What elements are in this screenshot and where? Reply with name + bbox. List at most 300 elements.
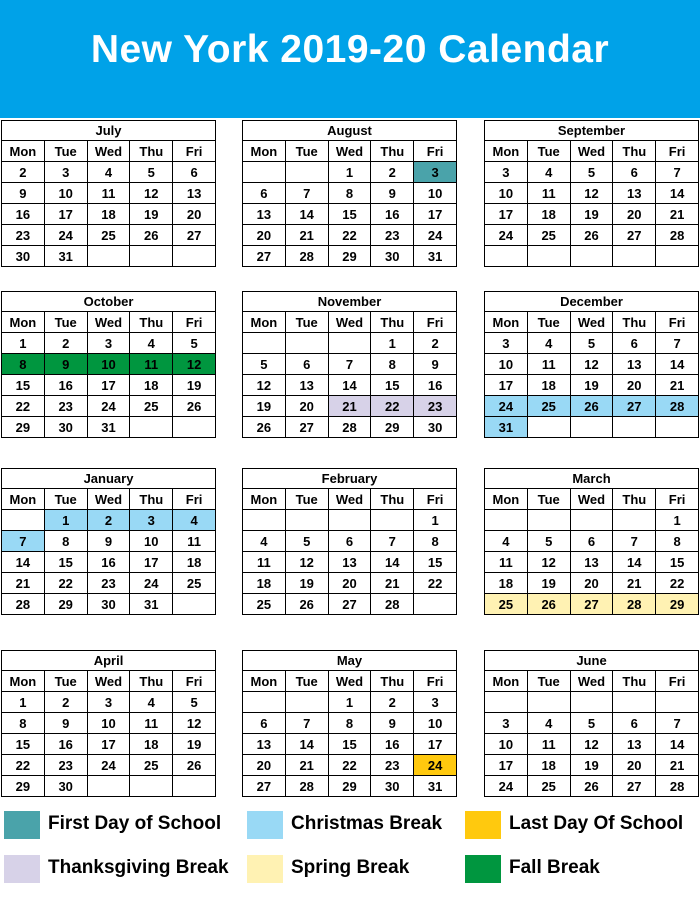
day-cell: 15 <box>2 734 45 755</box>
weekday-header: Mon <box>485 671 528 692</box>
month-september <box>484 120 699 267</box>
day-cell: 27 <box>328 594 371 615</box>
day-cell: 6 <box>613 162 656 183</box>
empty-cell <box>570 417 613 438</box>
day-cell: 27 <box>173 225 216 246</box>
day-cell: 20 <box>613 755 656 776</box>
day-cell: 21 <box>656 204 699 225</box>
weekday-header: Thu <box>130 489 173 510</box>
day-cell: 7 <box>656 713 699 734</box>
day-cell: 30 <box>44 776 87 797</box>
day-cell: 9 <box>414 354 457 375</box>
day-cell: 8 <box>656 531 699 552</box>
day-cell: 4 <box>130 333 173 354</box>
weekday-header: Thu <box>613 671 656 692</box>
weekday-header: Fri <box>173 312 216 333</box>
week-row <box>2 162 216 183</box>
week-row <box>2 375 216 396</box>
day-cell: 11 <box>173 531 216 552</box>
week-row <box>2 396 216 417</box>
week-row <box>2 552 216 573</box>
legend-swatch <box>247 811 283 839</box>
weekday-header: Tue <box>527 312 570 333</box>
week-row <box>485 713 699 734</box>
empty-cell <box>414 594 457 615</box>
day-cell: 28 <box>656 225 699 246</box>
day-cell: 27 <box>243 246 286 267</box>
day-cell: 12 <box>570 354 613 375</box>
day-cell-spring: 25 <box>485 594 528 615</box>
day-cell-first-day: 3 <box>414 162 457 183</box>
day-cell: 7 <box>328 354 371 375</box>
day-cell: 2 <box>414 333 457 354</box>
day-cell: 17 <box>87 375 130 396</box>
week-row <box>2 204 216 225</box>
week-row <box>485 692 699 713</box>
weekday-header: Wed <box>87 141 130 162</box>
month-name: August <box>243 121 457 141</box>
week-row <box>2 713 216 734</box>
day-cell-spring: 26 <box>527 594 570 615</box>
empty-cell <box>87 776 130 797</box>
empty-cell <box>130 776 173 797</box>
month-november <box>242 291 457 438</box>
page-title: New York 2019-20 Calendar <box>90 28 610 71</box>
weekday-header: Mon <box>485 312 528 333</box>
day-cell: 8 <box>44 531 87 552</box>
week-row <box>243 692 457 713</box>
day-cell: 29 <box>328 246 371 267</box>
day-cell: 20 <box>613 375 656 396</box>
week-row <box>485 225 699 246</box>
legend-swatch <box>465 855 501 883</box>
weekday-header: Wed <box>87 489 130 510</box>
day-cell: 5 <box>243 354 286 375</box>
day-cell: 8 <box>371 354 414 375</box>
day-cell: 22 <box>328 225 371 246</box>
day-cell: 6 <box>328 531 371 552</box>
day-cell: 29 <box>328 776 371 797</box>
day-cell: 29 <box>44 594 87 615</box>
day-cell-fall: 10 <box>87 354 130 375</box>
day-cell-fall: 9 <box>44 354 87 375</box>
day-cell: 21 <box>656 375 699 396</box>
day-cell: 9 <box>87 531 130 552</box>
day-cell: 20 <box>173 204 216 225</box>
day-cell: 10 <box>130 531 173 552</box>
empty-cell <box>173 417 216 438</box>
week-row <box>485 552 699 573</box>
day-cell: 20 <box>613 204 656 225</box>
day-cell: 6 <box>613 713 656 734</box>
day-cell: 11 <box>527 734 570 755</box>
day-cell: 23 <box>371 225 414 246</box>
day-cell: 15 <box>44 552 87 573</box>
empty-cell <box>613 692 656 713</box>
day-cell: 28 <box>656 776 699 797</box>
day-cell: 30 <box>371 776 414 797</box>
week-row <box>243 375 457 396</box>
month-name: March <box>485 469 699 489</box>
month-december <box>484 291 699 438</box>
weekday-header: Wed <box>87 671 130 692</box>
day-cell: 19 <box>173 734 216 755</box>
week-row <box>243 510 457 531</box>
day-cell: 16 <box>414 375 457 396</box>
weekday-header: Tue <box>285 141 328 162</box>
day-cell: 1 <box>656 510 699 531</box>
day-cell: 13 <box>613 183 656 204</box>
empty-cell <box>285 692 328 713</box>
weekday-header: Mon <box>243 141 286 162</box>
day-cell: 2 <box>2 162 45 183</box>
empty-cell <box>527 246 570 267</box>
month-january <box>1 468 216 615</box>
legend-swatch <box>4 855 40 883</box>
day-cell: 28 <box>2 594 45 615</box>
day-cell: 17 <box>485 375 528 396</box>
day-cell: 15 <box>328 734 371 755</box>
week-row <box>2 531 216 552</box>
day-cell: 29 <box>2 417 45 438</box>
day-cell: 6 <box>243 713 286 734</box>
day-cell: 19 <box>243 396 286 417</box>
day-cell: 19 <box>570 204 613 225</box>
weekday-header: Mon <box>2 141 45 162</box>
day-cell: 14 <box>285 734 328 755</box>
day-cell: 19 <box>527 573 570 594</box>
weekday-header: Tue <box>285 312 328 333</box>
weekday-header: Tue <box>44 141 87 162</box>
day-cell: 28 <box>285 776 328 797</box>
empty-cell <box>243 510 286 531</box>
day-cell: 18 <box>527 375 570 396</box>
day-cell-christmas: 7 <box>2 531 45 552</box>
day-cell: 10 <box>414 713 457 734</box>
day-cell: 4 <box>527 162 570 183</box>
empty-cell <box>371 510 414 531</box>
day-cell: 8 <box>414 531 457 552</box>
month-october <box>1 291 216 438</box>
day-cell: 13 <box>570 552 613 573</box>
day-cell: 9 <box>2 183 45 204</box>
weekday-header: Fri <box>173 489 216 510</box>
day-cell: 3 <box>87 333 130 354</box>
day-cell-christmas: 1 <box>44 510 87 531</box>
day-cell: 14 <box>285 204 328 225</box>
day-cell-spring: 28 <box>613 594 656 615</box>
day-cell: 8 <box>328 183 371 204</box>
day-cell: 13 <box>613 354 656 375</box>
day-cell: 11 <box>130 713 173 734</box>
week-row <box>243 354 457 375</box>
empty-cell <box>656 417 699 438</box>
day-cell-christmas: 26 <box>570 396 613 417</box>
weekday-header: Mon <box>485 141 528 162</box>
day-cell: 21 <box>656 755 699 776</box>
day-cell: 15 <box>328 204 371 225</box>
day-cell: 20 <box>285 396 328 417</box>
day-cell: 10 <box>485 734 528 755</box>
day-cell: 14 <box>613 552 656 573</box>
day-cell: 10 <box>87 713 130 734</box>
week-row <box>243 333 457 354</box>
empty-cell <box>485 246 528 267</box>
day-cell-christmas: 24 <box>485 396 528 417</box>
day-cell: 28 <box>328 417 371 438</box>
weekday-header: Thu <box>371 489 414 510</box>
weekday-header: Tue <box>44 489 87 510</box>
day-cell: 2 <box>44 692 87 713</box>
day-cell: 15 <box>656 552 699 573</box>
day-cell: 25 <box>173 573 216 594</box>
day-cell: 28 <box>371 594 414 615</box>
empty-cell <box>285 510 328 531</box>
day-cell: 4 <box>527 713 570 734</box>
day-cell: 31 <box>44 246 87 267</box>
weekday-header: Thu <box>371 312 414 333</box>
weekday-header: Mon <box>243 312 286 333</box>
day-cell-christmas: 2 <box>87 510 130 531</box>
day-cell: 27 <box>613 776 656 797</box>
day-cell: 23 <box>371 755 414 776</box>
month-february <box>242 468 457 615</box>
day-cell: 5 <box>570 713 613 734</box>
month-august <box>242 120 457 267</box>
day-cell: 27 <box>285 417 328 438</box>
week-row <box>2 225 216 246</box>
empty-cell <box>613 510 656 531</box>
day-cell: 17 <box>485 755 528 776</box>
day-cell-christmas: 4 <box>173 510 216 531</box>
day-cell: 17 <box>130 552 173 573</box>
day-cell: 17 <box>485 204 528 225</box>
day-cell: 1 <box>2 692 45 713</box>
weekday-header: Thu <box>130 141 173 162</box>
weekday-header: Thu <box>371 141 414 162</box>
day-cell: 14 <box>371 552 414 573</box>
day-cell: 14 <box>656 354 699 375</box>
day-cell: 23 <box>2 225 45 246</box>
day-cell: 4 <box>243 531 286 552</box>
title-banner <box>0 0 700 118</box>
month-march <box>484 468 699 615</box>
day-cell: 30 <box>44 417 87 438</box>
day-cell: 5 <box>570 333 613 354</box>
week-row <box>485 246 699 267</box>
day-cell: 25 <box>243 594 286 615</box>
week-row <box>485 531 699 552</box>
week-row <box>485 396 699 417</box>
weekday-header: Mon <box>2 489 45 510</box>
week-row <box>485 776 699 797</box>
weekday-header: Wed <box>328 141 371 162</box>
day-cell: 14 <box>328 375 371 396</box>
month-name: April <box>2 651 216 671</box>
day-cell: 25 <box>130 755 173 776</box>
empty-cell <box>130 246 173 267</box>
day-cell: 4 <box>527 333 570 354</box>
day-cell: 25 <box>130 396 173 417</box>
week-row <box>2 594 216 615</box>
day-cell: 3 <box>485 162 528 183</box>
day-cell: 26 <box>173 396 216 417</box>
week-row <box>485 333 699 354</box>
day-cell: 17 <box>44 204 87 225</box>
empty-cell <box>328 333 371 354</box>
day-cell: 24 <box>44 225 87 246</box>
month-name: January <box>2 469 216 489</box>
day-cell: 7 <box>285 713 328 734</box>
week-row <box>243 183 457 204</box>
empty-cell <box>527 417 570 438</box>
week-row <box>485 573 699 594</box>
day-cell: 18 <box>130 734 173 755</box>
weekday-header: Tue <box>527 141 570 162</box>
day-cell: 27 <box>613 225 656 246</box>
day-cell: 23 <box>44 755 87 776</box>
empty-cell <box>173 594 216 615</box>
day-cell: 24 <box>414 225 457 246</box>
week-row <box>2 573 216 594</box>
week-row <box>243 573 457 594</box>
day-cell: 29 <box>371 417 414 438</box>
weekday-header: Wed <box>328 489 371 510</box>
day-cell: 21 <box>285 225 328 246</box>
day-cell: 22 <box>2 755 45 776</box>
month-name: December <box>485 292 699 312</box>
day-cell: 10 <box>414 183 457 204</box>
day-cell: 2 <box>44 333 87 354</box>
legend-label: Fall Break <box>509 857 600 878</box>
day-cell: 17 <box>414 204 457 225</box>
day-cell: 26 <box>570 225 613 246</box>
legend-label: Spring Break <box>291 857 410 878</box>
day-cell: 20 <box>570 573 613 594</box>
day-cell: 16 <box>371 734 414 755</box>
empty-cell <box>328 510 371 531</box>
day-cell-fall: 12 <box>173 354 216 375</box>
day-cell: 11 <box>243 552 286 573</box>
empty-cell <box>485 692 528 713</box>
day-cell: 12 <box>130 183 173 204</box>
day-cell-christmas: 28 <box>656 396 699 417</box>
day-cell: 11 <box>527 183 570 204</box>
day-cell: 10 <box>44 183 87 204</box>
empty-cell <box>87 246 130 267</box>
empty-cell <box>243 162 286 183</box>
day-cell: 14 <box>2 552 45 573</box>
day-cell: 12 <box>285 552 328 573</box>
weekday-header: Mon <box>243 489 286 510</box>
day-cell: 31 <box>414 776 457 797</box>
day-cell: 6 <box>613 333 656 354</box>
day-cell: 7 <box>656 333 699 354</box>
day-cell-christmas: 3 <box>130 510 173 531</box>
day-cell: 5 <box>130 162 173 183</box>
day-cell: 24 <box>87 396 130 417</box>
weekday-header: Fri <box>173 141 216 162</box>
day-cell: 21 <box>2 573 45 594</box>
day-cell: 17 <box>87 734 130 755</box>
weekday-header: Fri <box>656 489 699 510</box>
legend-label: Last Day Of School <box>509 813 684 834</box>
weekday-header: Tue <box>285 489 328 510</box>
legend-label: Thanksgiving Break <box>48 857 229 878</box>
week-row <box>243 776 457 797</box>
day-cell: 26 <box>570 776 613 797</box>
month-name: May <box>243 651 457 671</box>
week-row <box>243 531 457 552</box>
day-cell: 9 <box>44 713 87 734</box>
day-cell: 16 <box>44 375 87 396</box>
empty-cell <box>485 510 528 531</box>
day-cell: 24 <box>130 573 173 594</box>
day-cell: 5 <box>527 531 570 552</box>
week-row <box>243 594 457 615</box>
empty-cell <box>570 692 613 713</box>
day-cell: 17 <box>414 734 457 755</box>
day-cell: 12 <box>173 713 216 734</box>
day-cell: 16 <box>44 734 87 755</box>
empty-cell <box>173 246 216 267</box>
day-cell: 3 <box>87 692 130 713</box>
weekday-header: Fri <box>414 671 457 692</box>
day-cell: 18 <box>243 573 286 594</box>
day-cell: 11 <box>87 183 130 204</box>
day-cell: 1 <box>2 333 45 354</box>
empty-cell <box>285 333 328 354</box>
month-july <box>1 120 216 267</box>
weekday-header: Fri <box>656 141 699 162</box>
day-cell: 24 <box>87 755 130 776</box>
day-cell: 12 <box>243 375 286 396</box>
day-cell: 19 <box>570 755 613 776</box>
day-cell: 1 <box>414 510 457 531</box>
week-row <box>243 713 457 734</box>
weekday-header: Thu <box>130 312 173 333</box>
day-cell: 12 <box>570 183 613 204</box>
day-cell: 27 <box>243 776 286 797</box>
day-cell: 9 <box>371 183 414 204</box>
weekday-header: Fri <box>414 312 457 333</box>
weekday-header: Wed <box>570 489 613 510</box>
week-row <box>485 755 699 776</box>
month-name: September <box>485 121 699 141</box>
weekday-header: Fri <box>173 671 216 692</box>
week-row <box>485 594 699 615</box>
week-row <box>243 225 457 246</box>
day-cell: 3 <box>485 713 528 734</box>
day-cell: 30 <box>371 246 414 267</box>
day-cell: 13 <box>328 552 371 573</box>
week-row <box>485 204 699 225</box>
week-row <box>243 417 457 438</box>
day-cell: 18 <box>87 204 130 225</box>
week-row <box>2 734 216 755</box>
week-row <box>2 755 216 776</box>
weekday-header: Tue <box>527 489 570 510</box>
day-cell: 1 <box>328 692 371 713</box>
month-name: February <box>243 469 457 489</box>
day-cell: 6 <box>285 354 328 375</box>
day-cell: 14 <box>656 734 699 755</box>
day-cell: 20 <box>328 573 371 594</box>
day-cell: 14 <box>656 183 699 204</box>
month-name: November <box>243 292 457 312</box>
day-cell: 20 <box>243 225 286 246</box>
weekday-header: Fri <box>414 489 457 510</box>
